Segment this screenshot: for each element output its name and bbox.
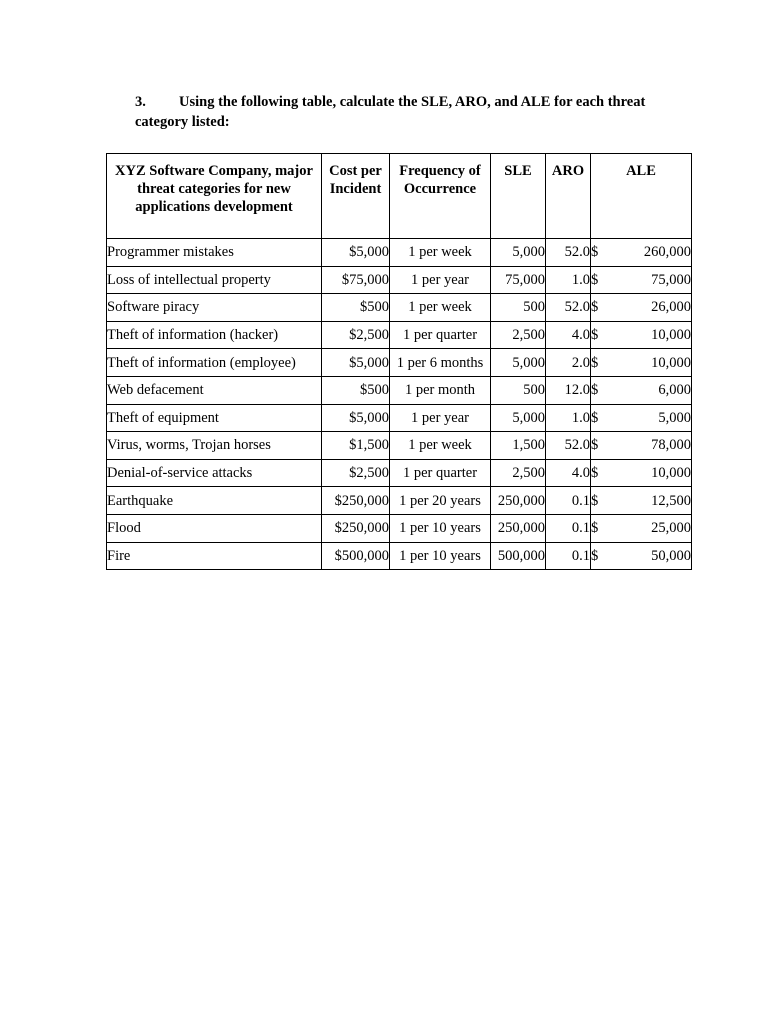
cell-ale <box>591 321 692 349</box>
table-row <box>107 542 692 570</box>
header-sle: SLE <box>491 154 546 239</box>
cell-cost: $1,500 <box>322 432 390 460</box>
cell-cost: $5,000 <box>322 239 390 267</box>
cell-ale <box>591 349 692 377</box>
cell-category: Fire <box>107 542 322 570</box>
cell-frequency: 1 per month <box>390 376 491 404</box>
table-body <box>107 239 692 570</box>
table-row <box>107 294 692 322</box>
cell-category: Software piracy <box>107 294 322 322</box>
cell-frequency: 1 per 10 years <box>390 514 491 542</box>
cell-category: Earthquake <box>107 487 322 515</box>
ale-currency-symbol: $ <box>591 547 599 564</box>
cell-aro: 52.0 <box>546 294 591 322</box>
table-row <box>107 321 692 349</box>
cell-ale <box>591 487 692 515</box>
ale-currency-symbol: $ <box>591 437 599 454</box>
table-row <box>107 514 692 542</box>
cell-sle: 5,000 <box>491 349 546 377</box>
cell-frequency: 1 per year <box>390 404 491 432</box>
question-body: Using the following table, calculate the SLE, ARO, and ALE for each threat category listed: <box>135 94 646 130</box>
cell-sle: 2,500 <box>491 321 546 349</box>
ale-currency-symbol: $ <box>591 299 599 316</box>
cell-cost: $5,000 <box>322 349 390 377</box>
cell-cost: $2,500 <box>322 321 390 349</box>
cell-sle: 5,000 <box>491 404 546 432</box>
ale-amount: 75,000 <box>651 271 691 288</box>
table-row <box>107 239 692 267</box>
cell-aro: 4.0 <box>546 459 591 487</box>
cell-frequency: 1 per week <box>390 294 491 322</box>
cell-ale <box>591 459 692 487</box>
ale-amount: 5,000 <box>658 409 691 426</box>
cell-aro: 52.0 <box>546 239 591 267</box>
cell-frequency: 1 per 20 years <box>390 487 491 515</box>
cell-category: Loss of intellectual property <box>107 266 322 294</box>
cell-aro: 4.0 <box>546 321 591 349</box>
cell-sle: 75,000 <box>491 266 546 294</box>
cell-frequency: 1 per year <box>390 266 491 294</box>
cell-category: Denial-of-service attacks <box>107 459 322 487</box>
header-frequency: Frequency of Occurrence <box>390 154 491 239</box>
ale-currency-symbol: $ <box>591 520 599 537</box>
question-number: 3. <box>135 94 146 110</box>
header-cost: Cost per Incident <box>322 154 390 239</box>
cell-sle: 5,000 <box>491 239 546 267</box>
cell-category: Web defacement <box>107 376 322 404</box>
cell-aro: 12.0 <box>546 376 591 404</box>
ale-amount: 12,500 <box>651 492 691 509</box>
header-aro: ARO <box>546 154 591 239</box>
ale-amount: 26,000 <box>651 299 691 316</box>
cell-ale <box>591 404 692 432</box>
ale-amount: 25,000 <box>651 520 691 537</box>
cell-category: Theft of information (hacker) <box>107 321 322 349</box>
cell-sle: 250,000 <box>491 487 546 515</box>
cell-sle: 500 <box>491 376 546 404</box>
cell-sle: 2,500 <box>491 459 546 487</box>
ale-amount: 10,000 <box>651 465 691 482</box>
cell-sle: 500,000 <box>491 542 546 570</box>
cell-aro: 52.0 <box>546 432 591 460</box>
ale-currency-symbol: $ <box>591 327 599 344</box>
question-text <box>135 92 695 132</box>
cell-category: Theft of information (employee) <box>107 349 322 377</box>
cell-sle: 500 <box>491 294 546 322</box>
threat-table <box>106 153 692 570</box>
cell-category: Theft of equipment <box>107 404 322 432</box>
cell-cost: $500 <box>322 294 390 322</box>
ale-amount: 6,000 <box>658 382 691 399</box>
cell-frequency: 1 per week <box>390 432 491 460</box>
cell-frequency: 1 per quarter <box>390 321 491 349</box>
table-row <box>107 404 692 432</box>
ale-currency-symbol: $ <box>591 409 599 426</box>
cell-aro: 1.0 <box>546 404 591 432</box>
cell-cost: $75,000 <box>322 266 390 294</box>
ale-currency-symbol: $ <box>591 271 599 288</box>
cell-aro: 0.1 <box>546 514 591 542</box>
cell-cost: $500 <box>322 376 390 404</box>
ale-currency-symbol: $ <box>591 465 599 482</box>
cell-category: Virus, worms, Trojan horses <box>107 432 322 460</box>
cell-ale <box>591 542 692 570</box>
cell-frequency: 1 per quarter <box>390 459 491 487</box>
cell-frequency: 1 per week <box>390 239 491 267</box>
cell-cost: $250,000 <box>322 514 390 542</box>
cell-aro: 0.1 <box>546 487 591 515</box>
ale-amount: 10,000 <box>651 354 691 371</box>
cell-aro: 2.0 <box>546 349 591 377</box>
cell-cost: $250,000 <box>322 487 390 515</box>
table-row <box>107 266 692 294</box>
cell-cost: $500,000 <box>322 542 390 570</box>
table-row <box>107 432 692 460</box>
table-row <box>107 349 692 377</box>
ale-amount: 10,000 <box>651 327 691 344</box>
cell-ale <box>591 266 692 294</box>
cell-aro: 0.1 <box>546 542 591 570</box>
cell-ale <box>591 294 692 322</box>
table-header-row <box>107 154 692 239</box>
cell-frequency: 1 per 10 years <box>390 542 491 570</box>
ale-amount: 78,000 <box>651 437 691 454</box>
cell-ale <box>591 376 692 404</box>
cell-ale <box>591 432 692 460</box>
cell-cost: $2,500 <box>322 459 390 487</box>
table-row <box>107 376 692 404</box>
cell-ale <box>591 239 692 267</box>
cell-aro: 1.0 <box>546 266 591 294</box>
ale-currency-symbol: $ <box>591 354 599 371</box>
ale-currency-symbol: $ <box>591 244 599 261</box>
cell-cost: $5,000 <box>322 404 390 432</box>
ale-currency-symbol: $ <box>591 382 599 399</box>
header-ale: ALE <box>591 154 692 239</box>
table-row <box>107 487 692 515</box>
cell-frequency: 1 per 6 months <box>390 349 491 377</box>
cell-category: Programmer mistakes <box>107 239 322 267</box>
cell-category: Flood <box>107 514 322 542</box>
cell-sle: 1,500 <box>491 432 546 460</box>
header-category: XYZ Software Company, major threat categories for new applications development <box>107 154 322 239</box>
ale-currency-symbol: $ <box>591 492 599 509</box>
cell-ale <box>591 514 692 542</box>
cell-sle: 250,000 <box>491 514 546 542</box>
table-row <box>107 459 692 487</box>
ale-amount: 260,000 <box>643 244 691 261</box>
ale-amount: 50,000 <box>651 547 691 564</box>
